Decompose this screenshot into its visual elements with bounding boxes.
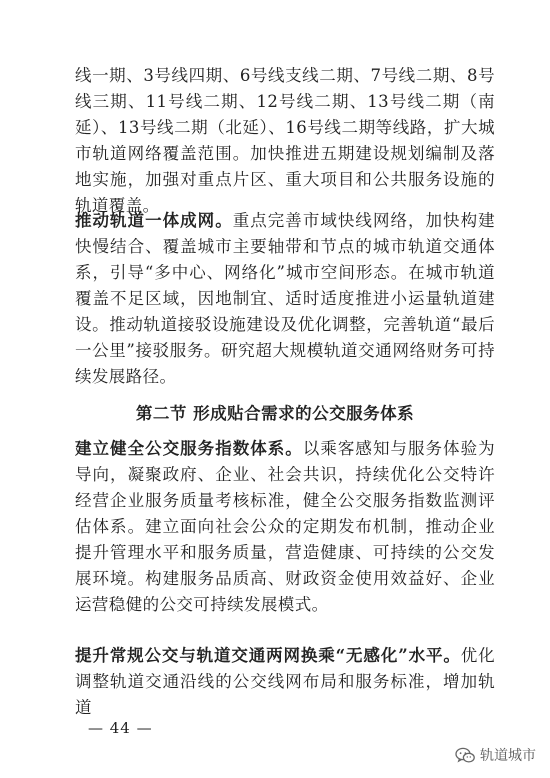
paragraph-lead: 提升常规公交与轨道交通两网换乘“无感化”水平。	[75, 646, 461, 665]
paragraph-lead: 建立健全公交服务指数体系。	[75, 439, 303, 458]
paragraph-body: 重点完善市域快线网络，加快构建快慢结合、覆盖城市主要轴带和节点的城市轨道交通体系，引导“多中心、网络化”城市空间形态。在城市轨道覆盖不足区域，因地制宜、适时适度推进小运量轨道建设。推动轨道接驳设施建设及优化调整，完善轨道“最后一公里”接驳服务。研究超大规模轨道交通网络财务可持续发展路径。	[75, 211, 495, 386]
watermark	[455, 745, 536, 765]
paragraph-body: 优化调整轨道交通沿线的公交线网布局和服务标准，增加轨道	[75, 646, 495, 717]
paragraph-body: 以乘客感知与服务体验为导向，凝聚政府、企业、社会共识，持续优化公交特许经营企业服务质量考核标准，健全公交服务指数监测评估体系。建立面向社会公众的定期发布机制，推动企业提升管理水平和服务质量，营造健康、可持续的公交发展环境。构建服务品质高、财政资金使用效益好、企业运营稳健的公交可持续发展模式。	[75, 439, 496, 614]
paragraph-body: 线一期、3号线四期、6号线支线二期、7号线二期、8号线三期、11号线二期、12号线二期、13号线二期（南延）、13号线二期（北延）、16号线二期等线路，扩大城市轨道网络覆盖范围。加快推进五期建设规划编制及落地实施，加强对重点片区、重大项目和公共服务设施的轨道覆盖。	[75, 66, 495, 215]
page-number: — 44 —	[88, 719, 153, 737]
paragraph-lead: 推动轨道一体成网。	[75, 211, 233, 230]
section-heading: 第二节 形成贴合需求的公交服务体系	[135, 404, 415, 423]
wechat-icon	[455, 747, 475, 764]
paragraph-transfer	[75, 643, 495, 721]
watermark-text: 轨道城市	[480, 748, 536, 764]
paragraph-rail-network	[75, 208, 495, 390]
paragraph-rail-lines	[75, 63, 495, 219]
paragraph-service-index	[75, 436, 495, 618]
